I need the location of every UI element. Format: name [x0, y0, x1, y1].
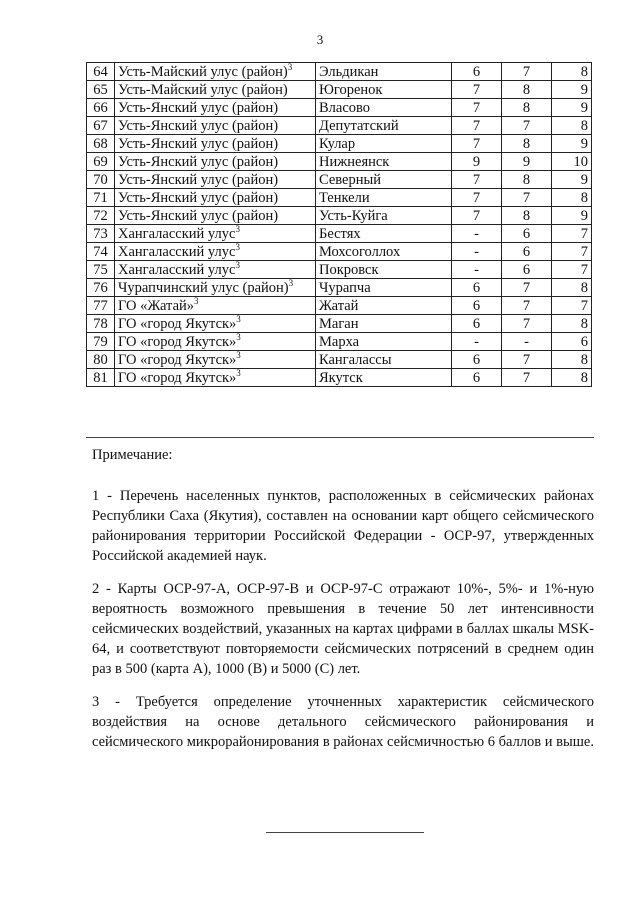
intensity-map-c: 9 [552, 171, 592, 189]
district-cell [115, 369, 316, 387]
notes-separator [86, 437, 594, 438]
intensity-map-a: 6 [452, 297, 502, 315]
district-name: Усть-Янский улус (район) [118, 117, 279, 134]
intensity-map-a: - [452, 261, 502, 279]
district-cell [115, 207, 316, 225]
district-name: Усть-Янский улус (район) [118, 153, 279, 170]
intensity-map-b: 7 [502, 63, 552, 81]
table-row [87, 261, 592, 279]
intensity-map-a: 6 [452, 351, 502, 369]
intensity-map-a: 6 [452, 369, 502, 387]
settlement-name: Власово [316, 99, 452, 117]
intensity-map-c: 9 [552, 81, 592, 99]
intensity-map-b: 8 [502, 81, 552, 99]
footnote-marker: 3 [236, 350, 241, 360]
district-name: Усть-Янский улус (район) [118, 99, 279, 116]
settlement-name: Кангалассы [316, 351, 452, 369]
footnote-marker: 3 [288, 278, 294, 288]
district-name: ГО «город Якутск» [118, 351, 237, 368]
district-name: Усть-Янский улус (район) [118, 135, 279, 152]
intensity-map-c: 9 [552, 135, 592, 153]
intensity-map-c: 7 [552, 225, 592, 243]
footnote-marker: 3 [235, 260, 240, 270]
intensity-map-c: 8 [552, 279, 592, 297]
table-row [87, 279, 592, 297]
table-row [87, 81, 592, 99]
intensity-map-a: 7 [452, 189, 502, 207]
row-number: 69 [87, 153, 115, 171]
settlement-name: Якутск [316, 369, 452, 387]
district-name: ГО «город Якутск» [118, 315, 237, 332]
district-name: Усть-Майский улус (район) [118, 63, 288, 80]
settlement-name: Депутатский [316, 117, 452, 135]
intensity-map-a: - [452, 333, 502, 351]
intensity-map-a: 6 [452, 279, 502, 297]
footnote-marker: 3 [235, 242, 240, 252]
settlement-name: Бестях [316, 225, 452, 243]
table-row [87, 99, 592, 117]
district-name: Хангаласский улус [118, 261, 236, 278]
intensity-map-b: 8 [502, 99, 552, 117]
intensity-map-b: 9 [502, 153, 552, 171]
district-cell [115, 153, 316, 171]
intensity-map-a: 7 [452, 99, 502, 117]
intensity-map-b: 8 [502, 171, 552, 189]
row-number: 64 [87, 63, 115, 81]
settlement-name: Мохсоголлох [316, 243, 452, 261]
district-cell [115, 99, 316, 117]
row-number: 73 [87, 225, 115, 243]
district-name: Усть-Майский улус (район) [118, 81, 288, 98]
intensity-map-c: 8 [552, 315, 592, 333]
intensity-map-c: 10 [552, 153, 592, 171]
table-row [87, 315, 592, 333]
settlement-name: Покровск [316, 261, 452, 279]
note-1: 1 - Перечень населенных пунктов, расположенных в сейсмических районах Республики Саха (Якутия), составлен на основании карт общего сейсмического районирования территории Российской Федерации - ОСР-97, утвержденных Российской академией наук. [92, 488, 594, 564]
intensity-map-c: 7 [552, 243, 592, 261]
district-cell [115, 189, 316, 207]
settlement-name: Кулар [316, 135, 452, 153]
district-cell [115, 297, 316, 315]
intensity-map-b: 7 [502, 315, 552, 333]
intensity-map-a: 9 [452, 153, 502, 171]
row-number: 78 [87, 315, 115, 333]
table-row [87, 171, 592, 189]
intensity-map-b: 7 [502, 351, 552, 369]
intensity-map-c: 6 [552, 333, 592, 351]
district-cell [115, 279, 316, 297]
table-row [87, 135, 592, 153]
intensity-map-c: 8 [552, 117, 592, 135]
row-number: 77 [87, 297, 115, 315]
intensity-map-c: 9 [552, 207, 592, 225]
row-number: 68 [87, 135, 115, 153]
settlements-table [86, 62, 592, 387]
intensity-map-a: 6 [452, 315, 502, 333]
note-2: 2 - Карты ОСР-97-А, ОСР-97-В и ОСР-97-С отражают 10%-, 5%- и 1%-ную вероятность возможного превышения в течение 50 лет интенсивности сейсмических воздействий, указанных на картах цифрами в баллах шкалы MSK-64, и соответствуют повторяемости сейсмических потрясений в среднем один раз в 500 (карта А), 1000 (В) и 5000 (С) лет. [92, 581, 594, 677]
settlement-name: Северный [316, 171, 452, 189]
intensity-map-c: 9 [552, 99, 592, 117]
row-number: 75 [87, 261, 115, 279]
table-row [87, 225, 592, 243]
settlement-name: Тенкели [316, 189, 452, 207]
intensity-map-c: 7 [552, 297, 592, 315]
table-row [87, 63, 592, 81]
district-name: Чурапчинский улус (район) [118, 279, 289, 296]
row-number: 70 [87, 171, 115, 189]
intensity-map-a: 7 [452, 81, 502, 99]
intensity-map-b: 7 [502, 117, 552, 135]
intensity-map-b: 7 [502, 369, 552, 387]
footnote-marker: 3 [194, 296, 199, 306]
intensity-map-b: 6 [502, 225, 552, 243]
notes-heading: Примечание: [92, 447, 173, 463]
district-cell [115, 171, 316, 189]
settlements-table-body [87, 63, 592, 387]
district-cell [115, 333, 316, 351]
footnote-marker: 3 [236, 332, 241, 342]
district-name: Усть-Янский улус (район) [118, 207, 279, 224]
table-row [87, 207, 592, 225]
table-row [87, 117, 592, 135]
intensity-map-a: - [452, 225, 502, 243]
page-number: 3 [316, 32, 324, 47]
district-name: ГО «город Якутск» [118, 369, 237, 386]
intensity-map-b: 7 [502, 279, 552, 297]
district-name: Хангаласский улус [118, 225, 236, 242]
intensity-map-c: 8 [552, 63, 592, 81]
district-cell [115, 351, 316, 369]
intensity-map-a: 7 [452, 207, 502, 225]
note-3: 3 - Требуется определение уточненных характеристик сейсмического воздействия на основе детального сейсмического районирования и сейсмического микрорайонирования в районах сейсмичностью 6 баллов и выше. [92, 694, 594, 750]
row-number: 76 [87, 279, 115, 297]
intensity-map-b: 7 [502, 189, 552, 207]
footnote-marker: 3 [235, 224, 240, 234]
row-number: 66 [87, 99, 115, 117]
settlement-name: Усть-Куйга [316, 207, 452, 225]
table-row [87, 153, 592, 171]
district-cell [115, 117, 316, 135]
district-cell [115, 261, 316, 279]
intensity-map-a: 6 [452, 63, 502, 81]
table-row [87, 333, 592, 351]
end-of-document-line [266, 832, 424, 833]
intensity-map-b: 8 [502, 207, 552, 225]
intensity-map-b: - [502, 333, 552, 351]
row-number: 71 [87, 189, 115, 207]
settlement-name: Жатай [316, 297, 452, 315]
footnote-marker: 3 [236, 368, 241, 378]
district-name: ГО «город Якутск» [118, 333, 237, 350]
district-name: Усть-Янский улус (район) [118, 189, 279, 206]
table-row [87, 189, 592, 207]
settlement-name: Югоренок [316, 81, 452, 99]
district-cell [115, 315, 316, 333]
table-row [87, 369, 592, 387]
intensity-map-a: - [452, 243, 502, 261]
district-cell [115, 81, 316, 99]
table-row [87, 297, 592, 315]
intensity-map-a: 7 [452, 117, 502, 135]
settlement-name: Эльдикан [316, 63, 452, 81]
intensity-map-a: 7 [452, 171, 502, 189]
intensity-map-b: 8 [502, 135, 552, 153]
row-number: 79 [87, 333, 115, 351]
district-cell [115, 135, 316, 153]
settlement-name: Чурапча [316, 279, 452, 297]
row-number: 65 [87, 81, 115, 99]
intensity-map-c: 8 [552, 189, 592, 207]
intensity-map-c: 8 [552, 369, 592, 387]
district-cell [115, 243, 316, 261]
settlement-name: Марха [316, 333, 452, 351]
district-name: Усть-Янский улус (район) [118, 171, 279, 188]
intensity-map-c: 8 [552, 351, 592, 369]
settlement-name: Маган [316, 315, 452, 333]
row-number: 74 [87, 243, 115, 261]
intensity-map-b: 7 [502, 297, 552, 315]
row-number: 81 [87, 369, 115, 387]
row-number: 80 [87, 351, 115, 369]
district-cell [115, 225, 316, 243]
footnote-marker: 3 [236, 314, 241, 324]
intensity-map-a: 7 [452, 135, 502, 153]
table-row [87, 243, 592, 261]
settlement-name: Нижнеянск [316, 153, 452, 171]
footnote-marker: 3 [287, 62, 293, 72]
intensity-map-b: 6 [502, 243, 552, 261]
row-number: 72 [87, 207, 115, 225]
district-name: ГО «Жатай» [118, 297, 195, 314]
table-row [87, 351, 592, 369]
intensity-map-c: 7 [552, 261, 592, 279]
row-number: 67 [87, 117, 115, 135]
district-cell [115, 63, 316, 81]
intensity-map-b: 6 [502, 261, 552, 279]
district-name: Хангаласский улус [118, 243, 236, 260]
